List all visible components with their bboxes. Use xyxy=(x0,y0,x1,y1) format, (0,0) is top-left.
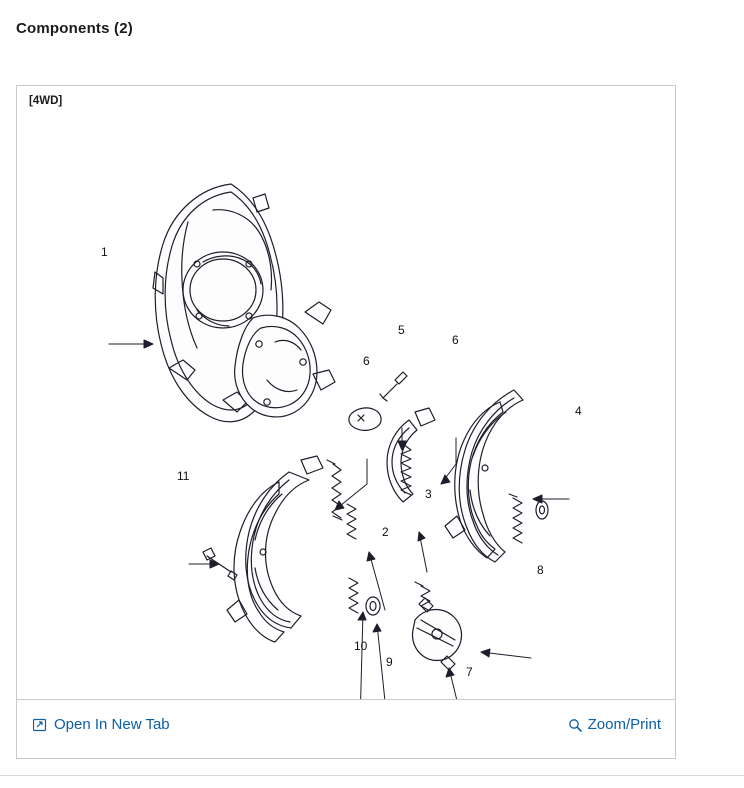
magnifier-icon xyxy=(568,718,582,732)
callout-11: 11 xyxy=(177,469,190,483)
open-in-new-tab-label: Open In New Tab xyxy=(54,716,170,733)
callout-9: 9 xyxy=(386,655,393,669)
callout-10: 10 xyxy=(354,639,368,653)
parts-diagram xyxy=(17,112,675,701)
panel-footer xyxy=(17,699,675,758)
components-panel xyxy=(16,85,676,759)
page-title: Components (2) xyxy=(16,20,133,37)
zoom-print-button[interactable] xyxy=(568,716,661,733)
callout-8: 8 xyxy=(537,563,544,577)
callout-2: 2 xyxy=(382,525,389,539)
callout-3: 3 xyxy=(425,487,432,501)
callout-7: 7 xyxy=(466,665,473,679)
callout-5: 5 xyxy=(398,323,405,337)
zoom-print-label: Zoom/Print xyxy=(587,716,661,733)
open-in-new-tab-button[interactable] xyxy=(33,716,170,733)
callout-6-left: 6 xyxy=(363,354,370,368)
callout-6-right: 6 xyxy=(452,333,459,347)
callout-1: 1 xyxy=(101,245,108,259)
external-link-icon xyxy=(33,718,47,732)
bottom-divider xyxy=(0,775,744,776)
callout-4: 4 xyxy=(575,404,582,418)
panel-tag-label: [4WD] xyxy=(29,95,63,107)
